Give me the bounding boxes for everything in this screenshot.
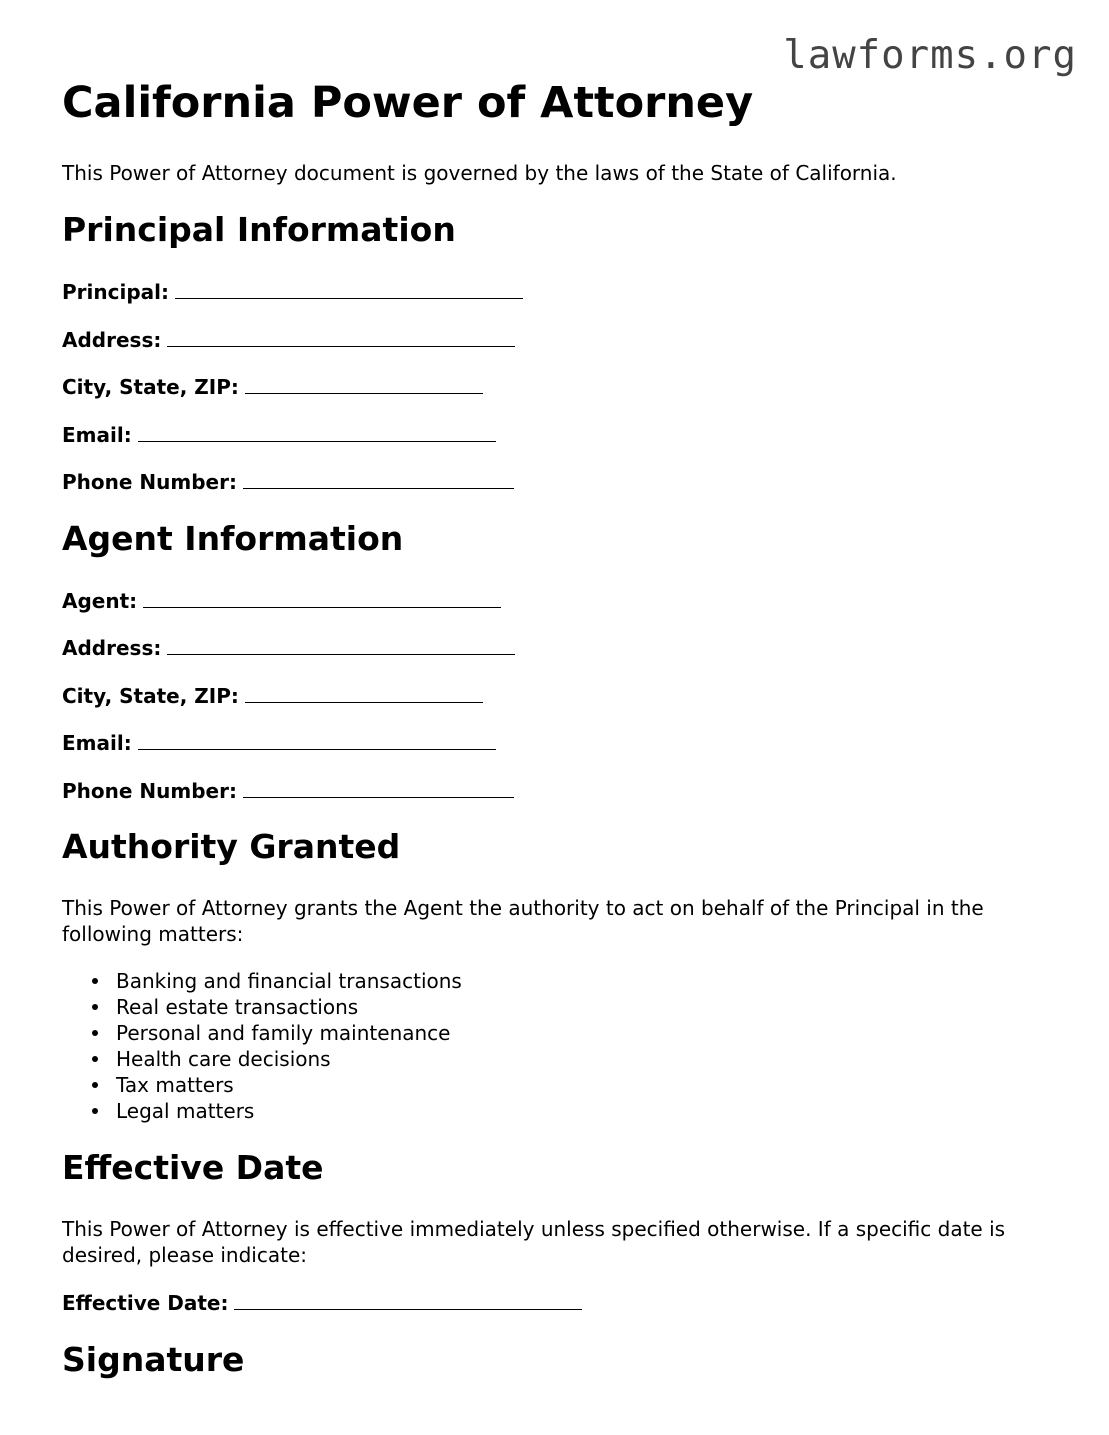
document-title: California Power of Attorney <box>62 78 754 128</box>
list-item: Real estate transactions <box>116 994 462 1020</box>
signature-section-heading: Signature <box>62 1340 245 1379</box>
agent-address-field[interactable] <box>62 635 515 661</box>
agent-address-label: Address: <box>62 636 162 660</box>
agent-address-line[interactable] <box>167 636 515 655</box>
agent-phone-line[interactable] <box>243 779 514 798</box>
principal-section-heading: Principal Information <box>62 210 456 249</box>
authority-text: This Power of Attorney grants the Agent the authority to act on behalf of the Principal in the following matters: <box>62 896 984 946</box>
principal-phone-line[interactable] <box>243 470 514 489</box>
principal-email-label: Email: <box>62 423 132 447</box>
principal-name-label: Principal: <box>62 280 169 304</box>
list-item: Personal and family maintenance <box>116 1020 462 1046</box>
principal-address-label: Address: <box>62 328 162 352</box>
agent-email-label: Email: <box>62 731 132 755</box>
authority-list <box>62 968 462 1124</box>
agent-name-label: Agent: <box>62 589 138 613</box>
agent-city-state-zip-line[interactable] <box>245 684 483 703</box>
agent-name-line[interactable] <box>143 589 501 608</box>
principal-phone-field[interactable] <box>62 469 514 495</box>
effective-text: This Power of Attorney is effective immediately unless specified otherwise. If a specific date is desired, please indicate: <box>62 1217 1006 1267</box>
agent-name-field[interactable] <box>62 588 501 614</box>
list-item: Legal matters <box>116 1098 462 1124</box>
list-item: Tax matters <box>116 1072 462 1098</box>
effective-section-heading: Effective Date <box>62 1148 324 1187</box>
agent-city-state-zip-field[interactable] <box>62 683 483 709</box>
list-item: Health care decisions <box>116 1046 462 1072</box>
intro-text: This Power of Attorney document is governed by the laws of the State of California. <box>62 161 897 185</box>
principal-city-state-zip-line[interactable] <box>245 375 483 394</box>
principal-name-field[interactable] <box>62 279 523 305</box>
agent-phone-field[interactable] <box>62 778 514 804</box>
principal-phone-label: Phone Number: <box>62 470 237 494</box>
principal-address-line[interactable] <box>167 328 515 347</box>
effective-date-line[interactable] <box>234 1291 582 1310</box>
authority-section-heading: Authority Granted <box>62 827 401 866</box>
principal-name-line[interactable] <box>175 280 523 299</box>
principal-city-state-zip-label: City, State, ZIP: <box>62 375 239 399</box>
agent-city-state-zip-label: City, State, ZIP: <box>62 684 239 708</box>
agent-section-heading: Agent Information <box>62 519 404 558</box>
agent-phone-label: Phone Number: <box>62 779 237 803</box>
effective-date-label: Effective Date: <box>62 1291 229 1315</box>
principal-city-state-zip-field[interactable] <box>62 374 483 400</box>
principal-address-field[interactable] <box>62 327 515 353</box>
effective-date-field[interactable] <box>62 1290 582 1316</box>
list-item: Banking and financial transactions <box>116 969 462 993</box>
principal-email-line[interactable] <box>138 423 496 442</box>
agent-email-field[interactable] <box>62 730 496 756</box>
principal-email-field[interactable] <box>62 422 496 448</box>
lawforms-watermark: lawforms.org <box>783 33 1077 78</box>
agent-email-line[interactable] <box>138 731 496 750</box>
